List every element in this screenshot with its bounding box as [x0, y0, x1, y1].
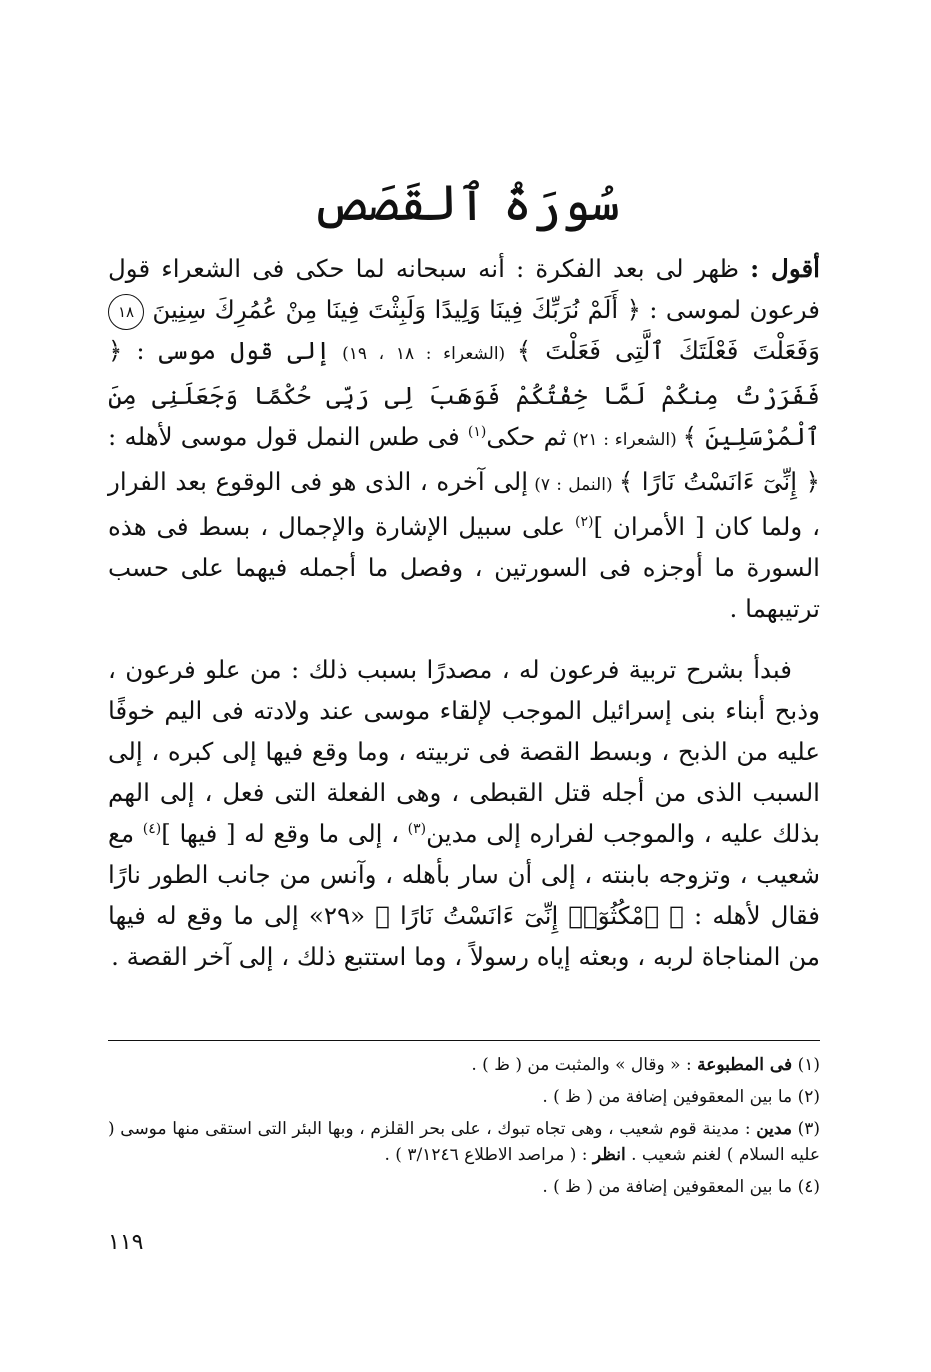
footnote-marker-2: (٢) — [575, 513, 594, 530]
paragraph-2 — [108, 649, 820, 977]
quran-quote: ﴿ فَفَرَرْتُ مِنكُمْ لَمَّا خِفْتُكُمْ فَوَهَبَ لِى رَبِّى حُكْمًا وَجَعَلَنِى مِنَ ٱلْمُرْسَلِينَ ﴾ — [108, 336, 820, 451]
footnote-divider — [108, 1040, 820, 1041]
verse-reference: (النمل : ٧) — [528, 475, 619, 495]
footnote-term: انظر — [592, 1145, 626, 1165]
text-segment: إلى قول موسى : — [122, 336, 331, 365]
verse-reference: «٢٩» — [298, 901, 376, 930]
lead-word: أقول : — [750, 254, 820, 283]
footnote-number: (٢) — [797, 1087, 820, 1107]
footnote-text: : ( مراصد الاطلاع ٣/١٢٤٦ ) . — [384, 1145, 593, 1165]
footnote-text: ما بين المعقوفين إضافة من ( ظ ) . — [542, 1177, 793, 1197]
text-segment: فى طس النمل قول موسى لأهله : — [108, 422, 468, 451]
paragraph-1 — [108, 248, 820, 629]
verse-reference: (الشعراء : ٢١) — [566, 430, 683, 450]
footnote-text: ما بين المعقوفين إضافة من ( ظ ) . — [542, 1087, 793, 1107]
footnote-term: مدين — [756, 1119, 792, 1139]
footnote-number: (١) — [797, 1055, 820, 1075]
text-segment: مع شعيب ، وتزوجه بابنته ، إلى أن سار بأهله ، وآنس من جانب الطور نارًا فقال لأهله : — [108, 819, 821, 930]
footnote-marker-1: (١) — [467, 423, 487, 440]
text-segment: ، إلى ما وقع له [ فيها ] — [161, 819, 408, 848]
footnote-3 — [108, 1116, 820, 1168]
verse-reference: (الشعراء : ١٨ ، ١٩) — [330, 344, 517, 364]
footnote-text: : « وقال » والمثبت من ( ظ ) . — [471, 1055, 698, 1075]
quran-quote: ﴿ إِنِّىٓ ءَانَسْتُ نَارًا ﴾ — [618, 467, 821, 496]
footnote-number: (٤) — [797, 1177, 820, 1197]
main-text — [108, 248, 820, 977]
page-number: ١١٩ — [108, 1230, 144, 1255]
text-segment: على سبيل الإشارة والإجمال ، بسط فى هذه السورة ما أوجزه فى السورتين ، وفصل ما أجمله فيهما على حسب ترتيبهما . — [108, 512, 820, 623]
quran-quote: ﴿ أَلَمْ نُرَبِّكَ فِينَا وَلِيدًا وَلَبِثْتَ فِينَا مِنْ عُمُرِكَ سِنِينَ — [144, 295, 641, 324]
footnotes — [108, 1052, 820, 1206]
footnote-4 — [108, 1174, 820, 1200]
footnote-term: فى المطبوعة — [697, 1055, 793, 1075]
footnote-1 — [108, 1052, 820, 1078]
text-segment: إلى آخره ، الذى هو فى الوقوع بعد الفرار ، ولما كان [ الأمران ] — [108, 467, 820, 541]
text-segment: فبدأ بشرح تربية فرعون له ، مصدرًا بسبب ذلك : من علو فرعون ، وذبح أبناء بنى إسرائيل الموجب لإلقاء موسى عند ولادته فى اليم خوفًا عليه من الذبح ، وبسط القصة فى تربيته ، وما وقع فيها إلى كبره ، إلى السبب الذى من أجله قتل القبطى ، وهى الفعلة التى فعل ، إلى الهم بذلك عليه ، والموجب لفراره إلى مدين — [108, 655, 821, 848]
quran-quote: ﴿ ٱمْكُثُوٓا۟ إِنِّىٓ ءَانَسْتُ نَارًا ﴾ — [375, 901, 684, 930]
text-segment: إلى ما وقع له فيها من المناجاة لربه ، وبعثه إياه رسولاً ، وما استتبع ذلك ، إلى آخر القصة . — [108, 901, 820, 971]
footnote-number: (٣) — [797, 1119, 820, 1139]
footnote-text: : مدينة قوم شعيب ، وهى تجاه تبوك ، على بحر القلزم ، وبها البئر التى استقى منها موسى ( عليه السلام ) لغنم شعيب . — [108, 1119, 820, 1165]
footnote-marker-4: (٤) — [142, 820, 162, 837]
footnote-2 — [108, 1084, 820, 1110]
text-segment: ظهر لى بعد الفكرة : أنه سبحانه لما حكى فى الشعراء قول فرعون لموسى : — [108, 254, 820, 324]
surah-title: سُورَةُ ٱلقَصَص — [311, 174, 620, 232]
quran-quote: وَفَعَلْتَ فَعْلَتَكَ ٱلَّتِى فَعَلْتَ ﴾ — [516, 336, 820, 365]
ayah-number-mark: ١٨ — [108, 294, 144, 330]
text-segment: ثم حكى — [486, 422, 567, 451]
footnote-marker-3: (٣) — [407, 820, 427, 837]
